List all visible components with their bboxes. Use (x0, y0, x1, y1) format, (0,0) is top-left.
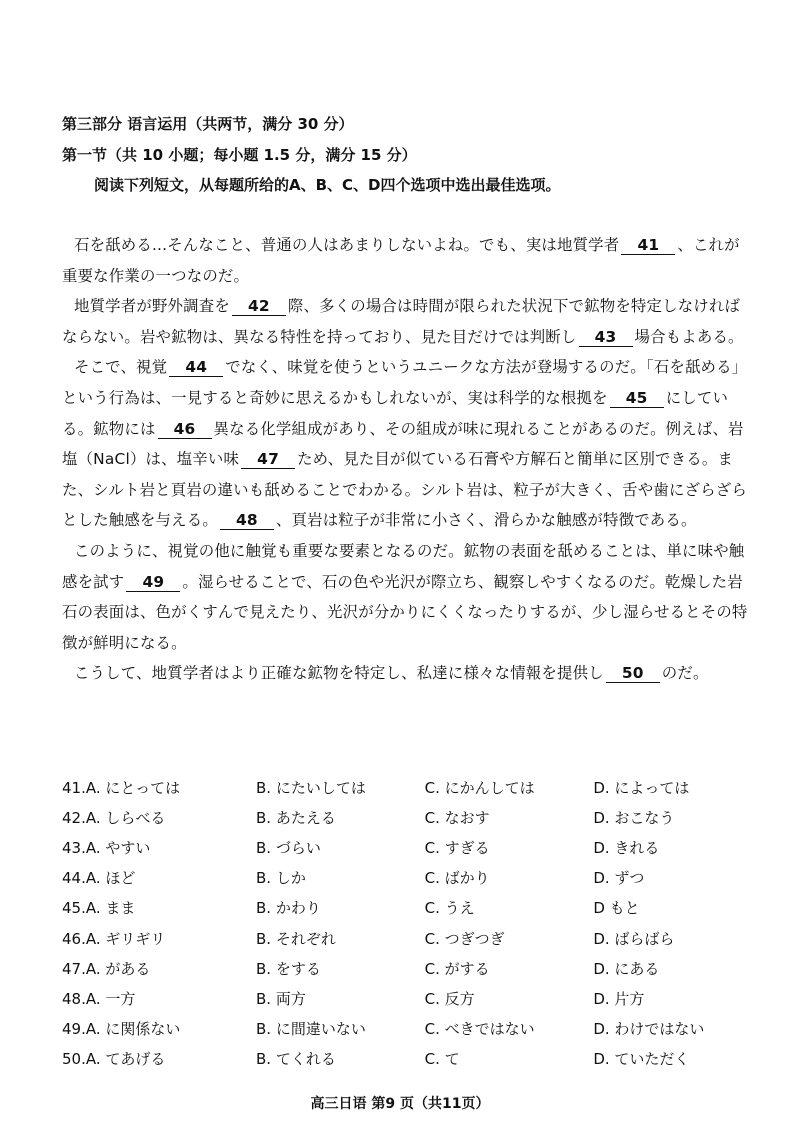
option-c: C. すぎる (424, 838, 490, 857)
option-c: C. 反方 (424, 989, 475, 1008)
option-d: D. きれる (593, 838, 660, 857)
option-d: D. ていただく (593, 1050, 690, 1069)
blank-49: 49 (126, 574, 180, 592)
option-row (62, 832, 762, 862)
option-b: B. をする (256, 959, 321, 978)
question-number: 46. (62, 929, 86, 948)
option-b: B. かわり (256, 899, 321, 918)
option-d: D もと (593, 899, 640, 918)
option-a-text: A. がある (85, 959, 151, 978)
option-c: C. にかんしては (424, 778, 535, 797)
blank-44: 44 (169, 359, 223, 377)
option-a-text: A. に関係ない (85, 1020, 181, 1039)
option-c: C. がする (424, 959, 490, 978)
option-a (62, 867, 256, 888)
option-d: D. ずつ (593, 869, 645, 888)
option-row (62, 863, 762, 893)
option-a (62, 807, 256, 828)
blank-43: 43 (579, 329, 633, 347)
passage-text: 。湿らせることで、石の色や光沢が際立ち、観察しやすくなるのだ。乾燥した岩石の表面は、色がくすんで見えたり、光沢が分かりにくくなったりするが、少し湿らせるとその特徴が鮮明になる。 (62, 572, 748, 652)
option-b: B. に間違いない (256, 1020, 366, 1039)
option-a (62, 837, 256, 858)
passage-text: 、頁岩は粒子が非常に小さく、滑らかな触感が特徴である。 (275, 511, 697, 530)
option-b: B. てくれる (256, 1050, 336, 1069)
question-number: 48. (62, 989, 86, 1008)
blank-46: 46 (158, 421, 212, 439)
reading-passage (62, 230, 752, 689)
option-d: D. おこなう (593, 808, 675, 827)
option-row (62, 1044, 762, 1074)
section-title: 第三部分 语言运用（共两节，满分 30 分） (62, 115, 354, 133)
option-b: B. しか (256, 869, 306, 888)
paragraph-4 (62, 536, 752, 658)
option-row (62, 953, 762, 983)
question-number: 41. (62, 778, 86, 797)
option-c: C. うえ (424, 899, 475, 918)
passage-text: 石を舐める...そんなこと、普通の人はあまりしないよね。でも、実は地質学者 (74, 236, 620, 254)
option-d: D. にある (593, 959, 660, 978)
option-b: B. にたいしては (256, 778, 366, 797)
option-row (62, 802, 762, 832)
passage-text: にしている。鉱物には (62, 388, 729, 438)
option-a-text: A. にとっては (85, 778, 181, 797)
question-number: 44. (62, 869, 86, 888)
question-number: 50. (62, 1050, 86, 1069)
passage-text: でなく、味覚を使うというユニークな方法が登場するのだ。「石を舐める」という行為は、一見すると奇妙に思えるかもしれないが、実は科学的な根拠を (62, 358, 748, 407)
blank-41: 41 (621, 237, 675, 255)
passage-text: 、これが重要な作業の一つなのだ。 (62, 236, 740, 285)
instruction-text: 阅读下列短文，从每题所给的A、B、C、D四个选项中选出最佳选项。 (94, 176, 561, 194)
passage-text: のだ。 (661, 664, 709, 683)
option-a-text: A. まま (85, 899, 136, 918)
option-a-text: A. てあげる (85, 1050, 166, 1069)
option-d: D. わけではない (593, 1020, 705, 1039)
option-a-text: A. やすい (85, 838, 151, 857)
option-c: C. べきではない (424, 1020, 535, 1039)
paragraph-3 (62, 352, 752, 536)
option-d: D. ばらばら (593, 929, 675, 948)
option-a (62, 777, 256, 798)
page-footer: 高三日语 第9 页（共11页） (310, 1096, 490, 1112)
option-a-text: A. ほど (85, 869, 136, 888)
option-a-text: A. ギリギリ (85, 929, 166, 948)
paragraph-2 (62, 291, 752, 352)
option-row (62, 893, 762, 923)
answer-options (62, 772, 762, 1074)
option-b: B. 両方 (256, 989, 306, 1008)
passage-text: 場合もよある。 (634, 327, 744, 346)
blank-42: 42 (232, 298, 286, 316)
option-b: B. あたえる (256, 808, 336, 827)
blank-50: 50 (606, 665, 660, 683)
option-a (62, 958, 256, 979)
blank-47: 47 (241, 451, 295, 469)
question-number: 49. (62, 1020, 86, 1039)
option-a-text: A. しらべる (85, 808, 166, 827)
option-c: C. ばかり (424, 869, 490, 888)
subsection-title: 第一节（共 10 小题；每小题 1.5 分，满分 15 分） (62, 146, 417, 164)
question-number: 47. (62, 959, 86, 978)
blank-45: 45 (610, 390, 664, 408)
paragraph-5 (62, 658, 752, 689)
blank-48: 48 (220, 512, 274, 530)
option-c: C. て (424, 1050, 460, 1069)
option-row (62, 923, 762, 953)
question-number: 43. (62, 838, 86, 857)
passage-text: こうして、地質学者はより正確な鉱物を特定し、私達に様々な情報を提供し (74, 664, 604, 683)
passage-text: ため、見た目が似ている石膏や方解石と簡単に区別できる。また、シルト岩と頁岩の違いも舐めることでわかる。シルト岩は、粒子が大きく、舌や歯にざらざらとした触感を与える。 (62, 450, 747, 530)
passage-text: そこで、視覚 (74, 358, 168, 377)
option-b: B. それぞれ (256, 929, 336, 948)
option-c: C. つぎつぎ (424, 929, 505, 948)
option-b: B. づらい (256, 838, 321, 857)
option-c: C. なおす (424, 808, 490, 827)
paragraph-1 (62, 230, 752, 291)
option-row (62, 1014, 762, 1044)
option-a (62, 988, 256, 1009)
option-d: D. 片方 (593, 989, 645, 1008)
option-a (62, 897, 256, 918)
option-a (62, 1048, 256, 1069)
option-row (62, 983, 762, 1013)
passage-text: 際、多くの場合は時間が限られた状況下で鉱物を特定しなければならない。岩や鉱物は、異なる特性を持っており、見た目だけでは判断し (62, 297, 741, 346)
passage-text: このように、視覚の他に触覚も重要な要素となるのだ。鉱物の表面を舐めることは、単に味や触感を試す (62, 541, 745, 591)
question-number: 45. (62, 899, 86, 918)
option-d: D. によっては (593, 778, 690, 797)
option-a (62, 928, 256, 949)
question-number: 42. (62, 808, 86, 827)
option-a (62, 1018, 256, 1039)
option-row (62, 772, 762, 802)
option-a-text: A. 一方 (85, 989, 136, 1008)
passage-text: 地質学者が野外調査を (74, 297, 230, 316)
passage-text: 異なる化学組成があり、その組成が味に現れることがあるのだ。例えば、岩塩（NaCl）は、塩辛い味 (62, 419, 744, 469)
